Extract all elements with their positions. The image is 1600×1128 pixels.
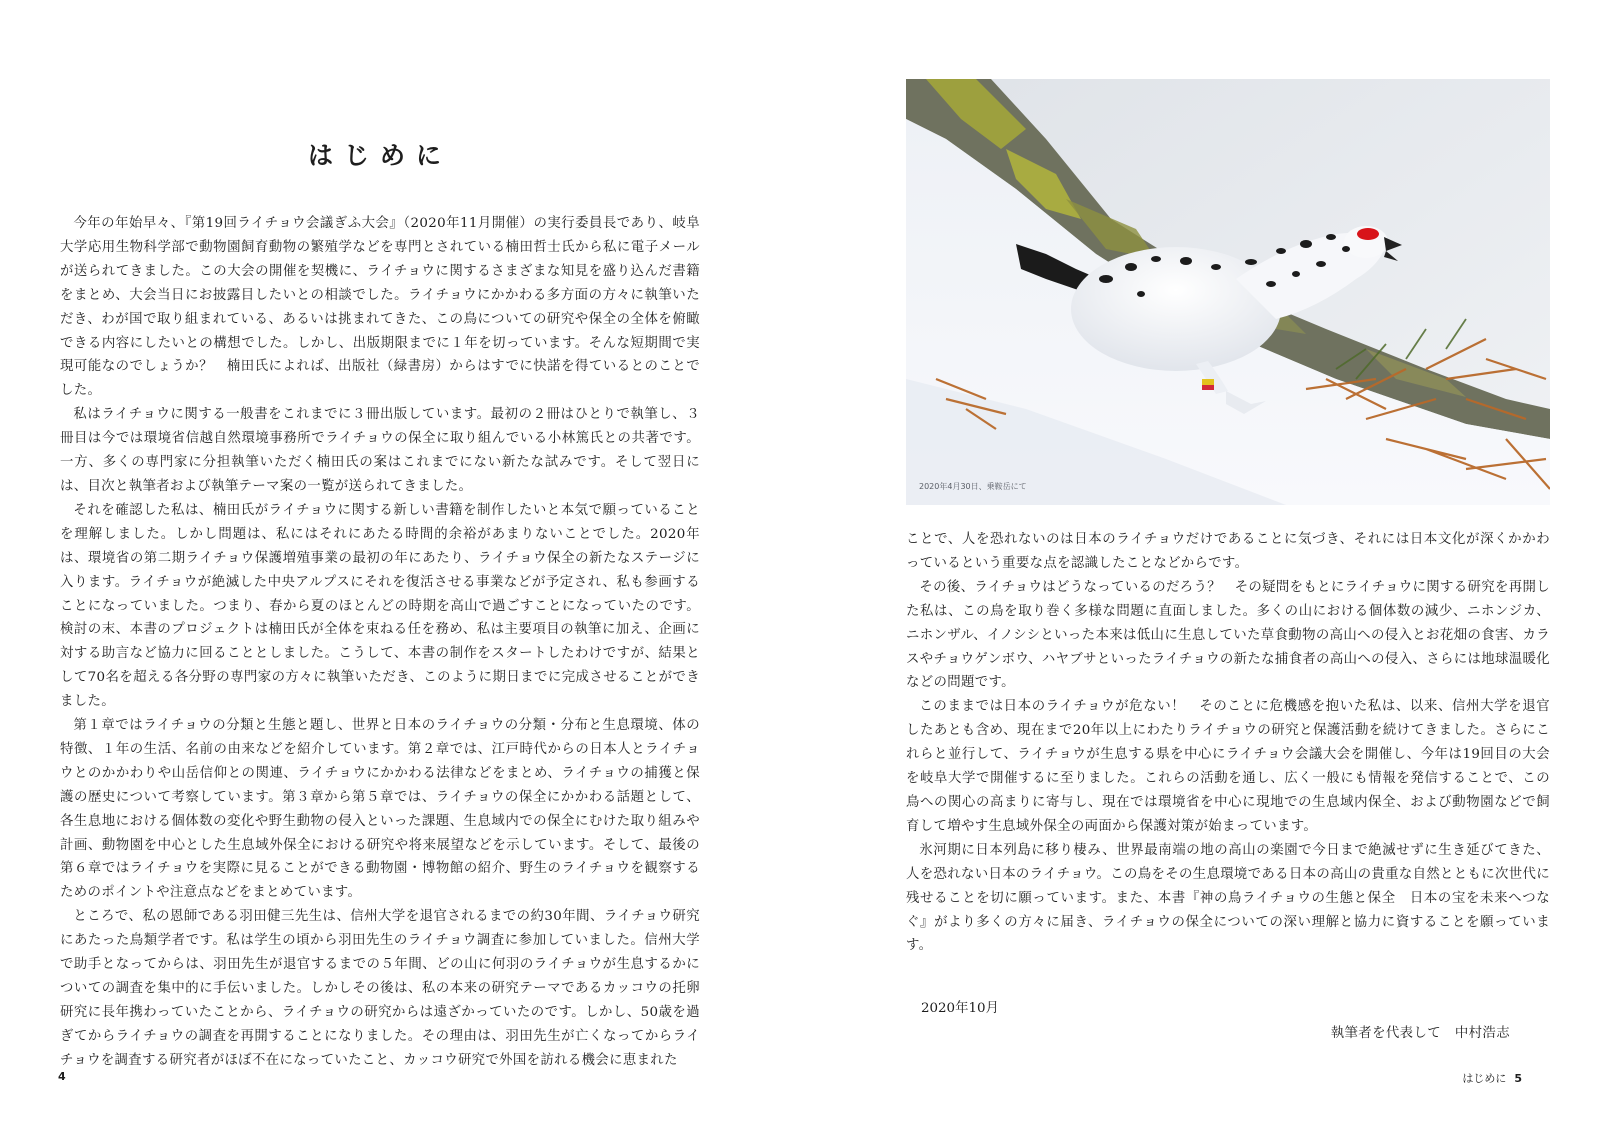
left-body-text [60, 212, 700, 1073]
paragraph: その後、ライチョウはどうなっているのだろう？ その疑問をもとにライチョウに関する研究を再開した私は、この鳥を取り巻く多様な問題に直面しました。多くの山における個体数の減少、ニホンジカ、ニホンザル、イノシシといった本来は低山に生息していた草食動物の高山への侵入とお花畑の食害、カラスやチョウゲンボウ、ハヤブサといったライチョウの新たな捕食者の高山への侵入、さらには地球温暖化などの問題です。 [906, 579, 1550, 691]
paragraph-continuation: ことで、人を恐れないのは日本のライチョウだけであることに気づき、それには日本文化が深くかかわっているという重要な点を認識したことなどからです。 [906, 532, 1550, 571]
paragraph: それを確認した私は、楠田氏がライチョウに関する新しい書籍を制作したいと本気で願っていることを理解しました。しかし問題は、私にはそれにあたる時間的余裕があまりないことでした。2020年は、環境省の第二期ライチョウ保護増殖事業の最初の年にあたり、ライチョウ保全の新たなステージに入ります。ライチョウが絶滅した中央アルプスにそれを復活させる事業などが予定され、私も参画することになっていました。つまり、春から夏のほとんどの時期を高山で過ごすことになっていたのです。検討の末、本書のプロジェクトは楠田氏が全体を束ねる任を務め、私は主要項目の執筆に加え、企画に対する助言など協力に回ることとしました。こうして、本書の制作をスタートしたわけですが、結果として70名を超える各分野の専門家の方々に執筆いただき、このように期日までに完成させることができました。 [60, 502, 700, 710]
paragraph: 私はライチョウに関する一般書をこれまでに３冊出版しています。最初の２冊はひとりで執筆し、３冊目は今では環境省信越自然環境事務所でライチョウの保全に取り組んでいる小林篤氏との共著です。一方、多くの専門家に分担執筆いただく楠田氏の案はこれまでにない新たな試みです。そして翌日には、目次と執筆者および執筆テーマ案の一覧が送られてきました。 [60, 407, 700, 494]
date-line: 2020年10月 [921, 1001, 999, 1016]
page-title: はじめに [307, 141, 452, 170]
author-signature: 執筆者を代表して 中村浩志 [1330, 1026, 1510, 1041]
right-body-text [906, 528, 1550, 958]
running-header: はじめに [1462, 1072, 1507, 1085]
paragraph: ところで、私の恩師である羽田健三先生は、信州大学を退官されるまでの約30年間、ライチョウ研究にあたった鳥類学者です。私は学生の頃から羽田先生のライチョウ調査に参加していました。信州大学で助手となってからは、羽田先生が退官するまでの５年間、どの山に何羽のライチョウが生息するかについての調査を集中的に手伝いました。しかしその後は、私の本来の研究テーマであるカッコウの托卵研究に長年携わっていたことから、ライチョウの研究からは遠ざかっていたのです。しかし、50歳を過ぎてからライチョウの調査を再開することになりました。その理由は、羽田先生が亡くなってからライチョウを調査する研究者がほぼ不在になっていたこと、カッコウ研究で外国を訪れる機会に恵まれた [60, 909, 700, 1068]
page-number-right [1462, 1070, 1522, 1086]
paragraph: このままでは日本のライチョウが危ない！ そのことに危機感を抱いた私は、以来、信州大学を退官したあとも含め、現在まで20年以上にわたりライチョウの研究と保護活動を続けてきました。さらにこれらと並行して、ライチョウが生息する県を中心にライチョウ会議大会を開催し、今年は19回目の大会を岐阜大学で開催するに至りました。これらの活動を通し、広く一般にも情報を発信することで、この鳥への関心の高まりに寄与し、現在では環境省を中心に現地での生息域内保全、および動物園などで飼育して増やす生息域外保全の両面から保護対策が始まっています。 [906, 699, 1550, 834]
page-number-left: 4 [58, 1070, 66, 1083]
ptarmigan-photo [906, 79, 1550, 505]
page-number: 5 [1514, 1072, 1522, 1085]
paragraph: 今年の年始早々、『第19回ライチョウ会議ぎふ大会』（2020年11月開催）の実行委員長であり、岐阜大学応用生物科学部で動物園飼育動物の繁殖学などを専門とされている楠田哲士氏から私に電子メールが送られてきました。この大会の開催を契機に、ライチョウに関するさまざまな知見を盛り込んだ書籍をまとめ、大会当日にお披露目したいとの相談でした。ライチョウにかかわる多方面の方々に執筆いただき、わが国で取り組まれている、あるいは挑まれてきた、この鳥についての研究や保全の全体を俯瞰できる内容にしたいとの構想でした。しかし、出版期限までに１年を切っています。そんな短期間で実現可能なのでしょうか？ 楠田氏によれば、出版社（緑書房）からはすでに快諾を得ているとのことでした。 [60, 216, 700, 399]
paragraph: 第１章ではライチョウの分類と生態と題し、世界と日本のライチョウの分類・分布と生息環境、体の特徴、１年の生活、名前の由来などを紹介しています。第２章では、江戸時代からの日本人とライチョウとのかかわりや山岳信仰との関連、ライチョウにかかわる法律などをまとめ、ライチョウの捕獲と保護の歴史について考察しています。第３章から第５章では、ライチョウの保全にかかわる話題として、各生息地における個体数の変化や野生動物の侵入といった課題、生息域内での保全にむけた取り組みや計画、動物園を中心とした生息域外保全における研究や将来展望などを示しています。そして、最後の第６章ではライチョウを実際に見ることができる動物園・博物館の紹介、野生のライチョウを観察するためのポイントや注意点などをまとめています。 [60, 718, 700, 901]
paragraph: 氷河期に日本列島に移り棲み、世界最南端の地の高山の楽園で今日まで絶滅せずに生き延びてきた、人を恐れない日本のライチョウ。この鳥をその生息環境である日本の高山の貴重な自然とともに次世代に残せることを切に願っています。また、本書『神の鳥ライチョウの生態と保全 日本の宝を未来へつなぐ』がより多くの方々に届き、ライチョウの保全についての深い理解と協力に資することを願っています。 [906, 842, 1550, 954]
photo-caption: 2020年4月30日、乗鞍岳にて [919, 482, 1027, 491]
right-page [800, 0, 1600, 1128]
ptarmigan-illustration [906, 79, 1550, 505]
